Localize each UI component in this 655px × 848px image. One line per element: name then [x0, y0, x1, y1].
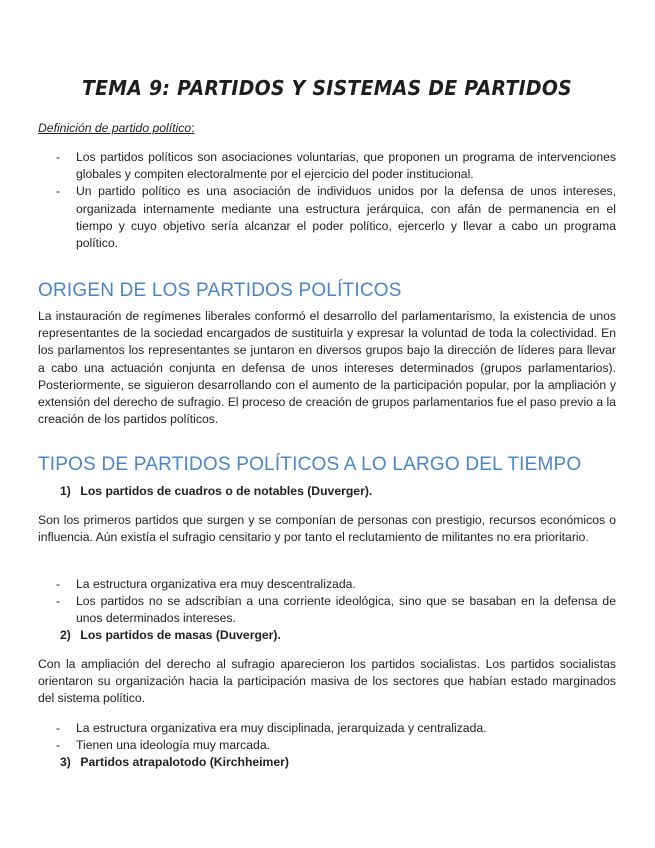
- section-heading-origin: ORIGEN DE LOS PARTIDOS POLÍTICOS: [38, 280, 402, 301]
- definition-label-text: Definición de partido político: [38, 121, 192, 135]
- bullet-dash: -: [56, 150, 61, 164]
- bullet-dash: -: [56, 184, 61, 199]
- list-item: [38, 720, 616, 737]
- bullet-dash: -: [56, 721, 61, 735]
- list-item-text: La estructura organizativa era muy disciplinada, jerarquizada y centralizada.: [76, 721, 487, 735]
- item-number: 3): [60, 755, 71, 769]
- bullet-dash: -: [56, 577, 61, 591]
- list-item: [38, 183, 616, 252]
- definition-label: [38, 121, 195, 135]
- bullet-dash: -: [56, 594, 61, 609]
- origin-paragraph: La instauración de regímenes liberales conformó el desarrollo del parlamentarismo, la existencia de unos representantes de la sociedad encargados de sustituirla y expresar la voluntad de toda la colectividad. En los parlamentos los representantes se juntaron en diversos grupos bajo la dirección de líderes para llevar a cabo una actuación conjunta en defensa de unos intereses determinados (grupos parlamentarios). Posteriormente, se siguieron desarrollando con el aumento de la participación popular, por la ampliación y extensión del derecho de sufragio. El proceso de creación de grupos parlamentarios fue el paso previo a la creación de los partidos políticos.: [38, 309, 616, 427]
- list-item-text: Tienen una ideología muy marcada.: [76, 738, 270, 753]
- definition-label-colon: :: [191, 121, 195, 135]
- list-item-text: La estructura organizativa era muy descentralizada.: [76, 577, 356, 591]
- list-item-text: Los partidos no se adscribían a una corriente ideológica, sino que se basaban en la defensa de unos determinados intereses.: [76, 594, 616, 626]
- item-number: 1): [60, 484, 71, 498]
- definition-bullet-list: [38, 149, 616, 252]
- type-1-paragraph: Son los primeros partidos que surgen y se componían de personas con prestigio, recursos económicos o influencia. Aún existía el sufragio censitario y por tanto el reclutamiento de militantes no era prioritario.: [38, 513, 616, 545]
- item-title: Partidos atrapalotodo (Kirchheimer): [80, 755, 289, 769]
- item-title: Los partidos de cuadros o de notables (Duverger).: [80, 484, 373, 498]
- item-title: Los partidos de masas (Duverger).: [80, 628, 281, 642]
- list-item: [38, 737, 616, 754]
- list-item-text: Los partidos políticos son asociaciones voluntarias, que proponen un programa de intervenciones globales y compiten electoralmente por el ejercicio del poder institucional.: [76, 150, 616, 182]
- type-2-bullet-list: [38, 720, 616, 754]
- list-item: [38, 149, 616, 183]
- list-item: [38, 576, 616, 593]
- numbered-item-2: [60, 628, 281, 642]
- bullet-dash: -: [56, 738, 61, 753]
- numbered-item-3: [60, 755, 289, 769]
- numbered-item-1: [60, 484, 372, 498]
- type-1-bullet-list: [38, 576, 616, 628]
- list-item: [38, 593, 616, 627]
- item-number: 2): [60, 628, 71, 642]
- page-title: TEMA 9: PARTIDOS Y SISTEMAS DE PARTIDOS: [81, 76, 573, 100]
- type-2-paragraph: Con la ampliación del derecho al sufragio aparecieron los partidos socialistas. Los partidos socialistas orientaron su organización hacia la participación masiva de los sectores que habían estado marginados del sistema político.: [38, 657, 616, 706]
- list-item-text: Un partido político es una asociación de individuos unidos por la defensa de unos intereses, organizada internamente mediante una estructura jerárquica, con afán de permanencia en el tiempo y cuyo objetivo sería alcanzar el poder político, ejercerlo y llevar a cabo un programa político.: [76, 184, 616, 251]
- section-heading-types: TIPOS DE PARTIDOS POLÍTICOS A LO LARGO DEL TIEMPO: [38, 454, 582, 475]
